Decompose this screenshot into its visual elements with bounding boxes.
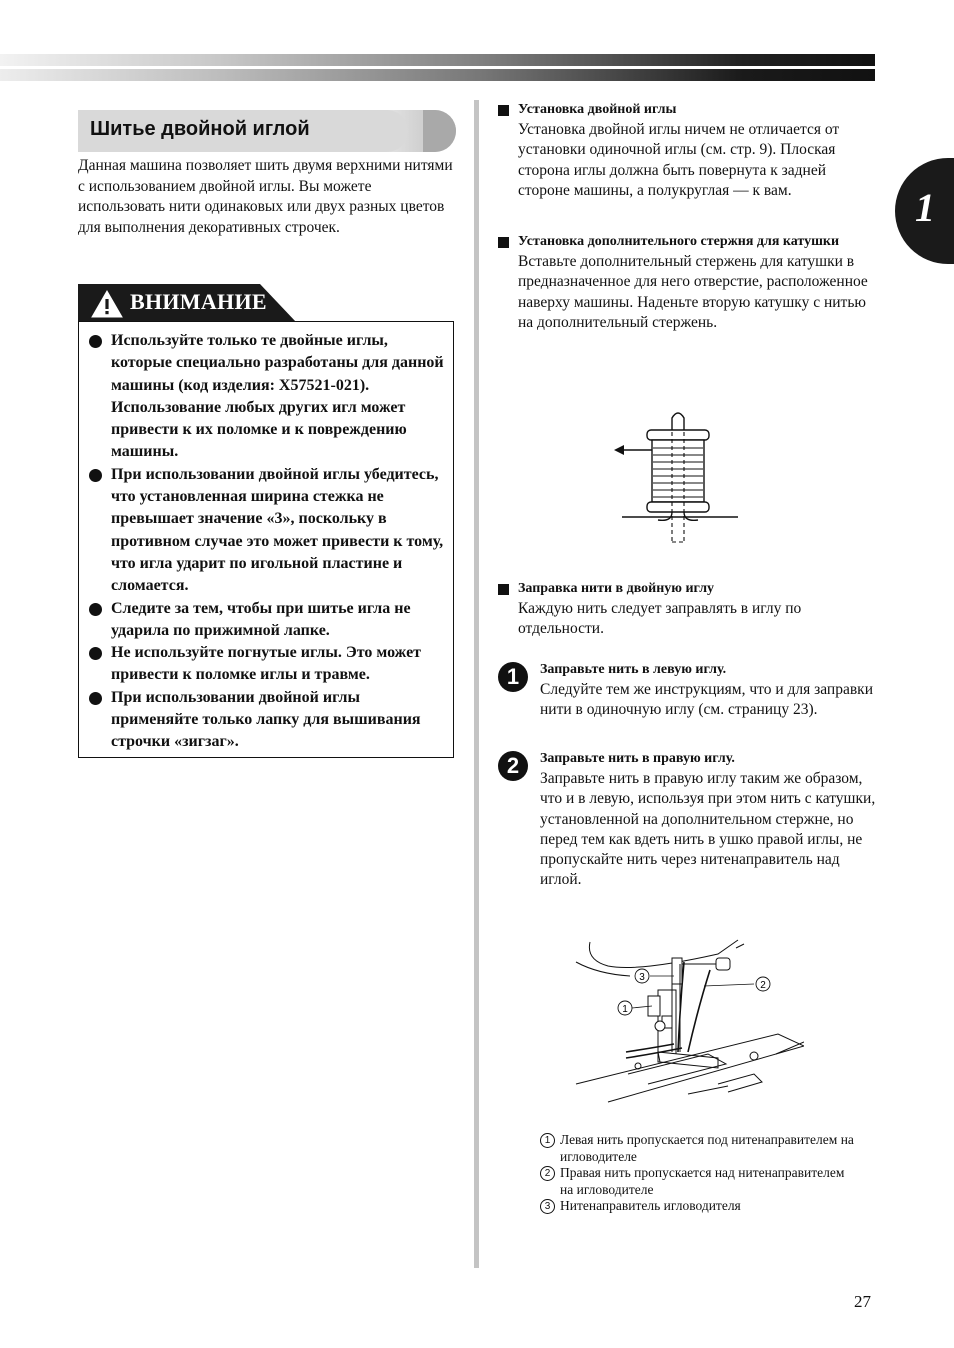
callout-2-icon — [756, 977, 770, 991]
legend-number-icon: 1 — [540, 1133, 555, 1148]
step-2-body: Заправьте нить в правую иглу таким же образом, что и в левую, используя при этом нить с катушки, установленной на дополнительном стержне, но перед тем как вдеть нить в ушко правой иглы, не пропускайте нить через нитенаправитель над иглой. — [540, 770, 876, 889]
spool-pin-body: Вставьте дополнительный стержень для катушки в предназначенное для него отверстие, расположенное наверху машины. Наденьте вторую катушку с нитью на дополнительный стержень. — [518, 253, 868, 331]
needle-install-heading: Установка двойной иглы — [518, 102, 677, 117]
threading-heading: Заправка нити в двойную иглу — [518, 581, 715, 596]
needle-threading-illustration — [568, 934, 804, 1106]
step-2-title: Заправьте нить в правую иглу. — [540, 751, 735, 766]
callout-1-icon — [618, 1001, 632, 1015]
spool-pin-heading: Установка дополнительного стержня для катушки — [518, 234, 840, 249]
header-stripes — [0, 54, 875, 82]
warning-label: ВНИМАНИЕ — [130, 289, 267, 314]
chapter-number: 1 — [915, 185, 935, 230]
page-number: 27 — [854, 1292, 871, 1311]
figure-legend — [540, 1132, 860, 1215]
spool-pin-illustration — [612, 408, 742, 550]
intro-paragraph: Данная машина позволяет шить двумя верхними нитями с использованием двойной иглы. Вы можете использовать нити одинаковых или двух разных цветов для выполнения декоративных строчек. — [78, 157, 453, 236]
legend-number-icon: 2 — [540, 1166, 555, 1181]
bullet-icon — [89, 692, 102, 705]
warning-triangle-icon — [90, 289, 124, 319]
column-divider — [474, 100, 479, 1268]
header-stripe-top — [0, 54, 875, 66]
needle-install-body: Установка двойной иглы ничем не отличается от установки одиночной иглы (см. стр. 9). Плоская сторона иглы должна быть повернута к задней стороне машины, а полукруглая — к вам. — [518, 121, 840, 199]
step-1-title: Заправьте нить в левую иглу. — [540, 662, 727, 677]
bullet-icon — [89, 335, 102, 348]
bullet-icon — [89, 469, 102, 482]
legend-item: 1 Левая нить пропускается под нитенаправителем на игловодителе — [540, 1132, 860, 1165]
callout-3-icon — [635, 969, 649, 983]
square-bullet-icon — [498, 237, 509, 248]
step-number-icon: 1 — [498, 662, 528, 692]
legend-item: 3 Нитенаправитель игловодителя — [540, 1198, 860, 1215]
header-stripe-bottom — [0, 69, 875, 81]
bullet-icon — [89, 603, 102, 616]
warning-header — [78, 284, 296, 322]
step-2 — [498, 749, 876, 891]
warning-item: При использовании двойной иглы убедитесь, что установленная ширина стежка не превышает значение «3», поскольку в противном случае это может привести к тому, что игла ударит по игольной пластине и сломается. — [89, 464, 445, 598]
warning-item: При использовании двойной иглы применяйте только лапку для вышивания строчки «зигзаг». — [89, 687, 445, 754]
bullet-icon — [89, 647, 102, 660]
needle-install-section — [498, 100, 876, 201]
step-1 — [498, 660, 876, 721]
svg-text:2: 2 — [760, 980, 766, 991]
step-number-icon: 2 — [498, 751, 528, 781]
threading-section — [498, 579, 876, 640]
section-title: Шитье двойной иглой — [90, 118, 310, 140]
section-title-bar — [78, 110, 456, 152]
warning-box — [78, 321, 454, 758]
legend-number-icon: 3 — [540, 1199, 555, 1214]
svg-text:3: 3 — [639, 972, 645, 983]
square-bullet-icon — [498, 105, 509, 116]
warning-item: Используйте только те двойные иглы, которые специально разработаны для данной машины (код изделия: X57521-021). Использование любых других игл может привести к их поломке и к повреждению машины. — [89, 330, 445, 464]
spool-pin-section — [498, 232, 876, 333]
chapter-tab — [895, 158, 954, 264]
svg-text:1: 1 — [622, 1004, 628, 1015]
warning-item: Следите за тем, чтобы при шитье игла не ударила по прижимной лапке. — [89, 598, 445, 643]
warning-list — [89, 330, 445, 754]
warning-item: Не используйте погнутые иглы. Это может привести к поломке иглы и травме. — [89, 642, 445, 687]
threading-body: Каждую нить следует заправлять в иглу по отдельности. — [518, 600, 802, 638]
square-bullet-icon — [498, 584, 509, 595]
step-1-body: Следуйте тем же инструкциям, что и для заправки нити в одиночную иглу (см. страницу 23). — [540, 681, 873, 719]
legend-item: 2 Правая нить пропускается над нитенаправителем на игловодителе — [540, 1165, 860, 1198]
